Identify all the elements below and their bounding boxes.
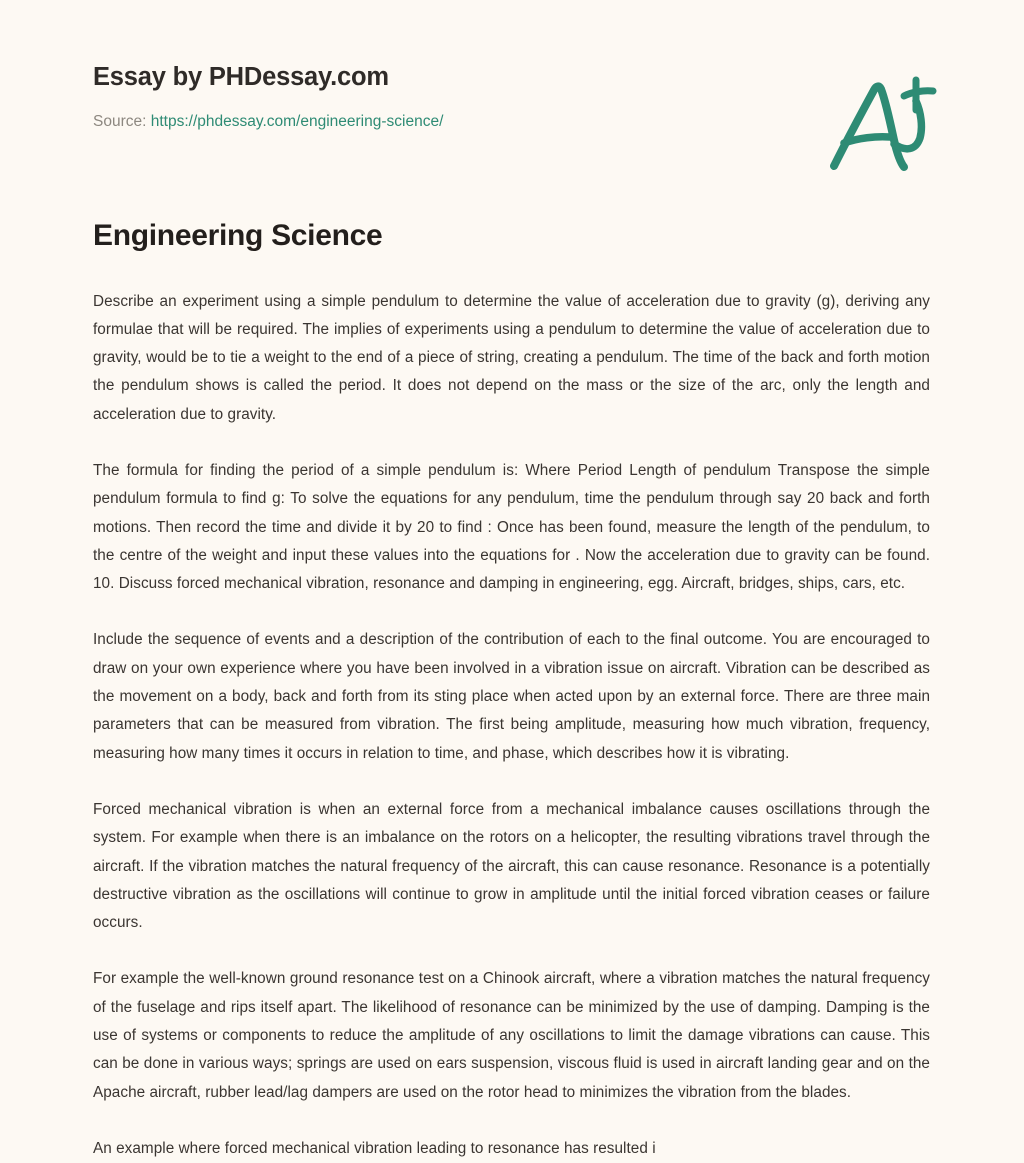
source-label: Source: xyxy=(93,113,146,130)
paragraph: Include the sequence of events and a description of the contribution of each to the final outcome. You are encouraged to draw on your own experience where you have been involved in a vibration issue on aircraft. Vibration can be described as the movement on a body, back and forth from its sting place when acted upon by an external force. There are three main parameters that can be measured from vibration. The first being amplitude, measuring how much vibration, frequency, measuring how many times it occurs in relation to time, and phase, which describes how it is vibrating. xyxy=(93,626,930,767)
article-body xyxy=(93,288,930,1163)
a-plus-logo xyxy=(824,70,944,178)
source-line xyxy=(93,112,443,132)
brand-title: Essay by PHDessay.com xyxy=(93,62,443,93)
page-title: Engineering Science xyxy=(93,217,930,255)
header-left-group xyxy=(93,62,443,132)
paragraph: For example the well-known ground resonance test on a Chinook aircraft, where a vibration matches the natural frequency of the fuselage and rips itself apart. The likelihood of resonance can be minimized by the use of damping. Damping is the use of systems or components to reduce the amplitude of any oscillations to limit the damage vibrations can cause. This can be done in various ways; springs are used on ears suspension, viscous fluid is used in aircraft landing gear and on the Apache aircraft, rubber lead/lag dampers are used on the rotor head to minimizes the vibration from the blades. xyxy=(93,965,930,1106)
source-url-link[interactable]: https://phdessay.com/engineering-science/ xyxy=(151,113,444,130)
paragraph: Forced mechanical vibration is when an external force from a mechanical imbalance causes oscillations through the system. For example when there is an imbalance on the rotors on a helicopter, the resulting vibrations travel through the aircraft. If the vibration matches the natural frequency of the aircraft, this can cause resonance. Resonance is a potentially destructive vibration as the oscillations will continue to grow in amplitude until the initial forced vibration ceases or failure occurs. xyxy=(93,796,930,937)
paragraph-truncated: An example where forced mechanical vibration leading to resonance has resulted i xyxy=(93,1135,930,1163)
article-container xyxy=(0,217,1024,1163)
paragraph: Describe an experiment using a simple pendulum to determine the value of acceleration due to gravity (g), deriving any formulae that will be required. The implies of experiments using a pendulum to determine the value of acceleration due to gravity, would be to tie a weight to the end of a piece of string, creating a pendulum. The time of the back and forth motion the pendulum shows is called the period. It does not depend on the mass or the size of the arc, only the length and acceleration due to gravity. xyxy=(93,288,930,429)
paragraph: The formula for finding the period of a simple pendulum is: Where Period Length of pendulum Transpose the simple pendulum formula to find g: To solve the equations for any pendulum, time the pendulum through say 20 back and forth motions. Then record the time and divide it by 20 to find : Once has been found, measure the length of the pendulum, to the centre of the weight and input these values into the equations for . Now the acceleration due to gravity can be found. 10. Discuss forced mechanical vibration, resonance and damping in engineering, egg. Aircraft, bridges, ships, cars, etc. xyxy=(93,457,930,598)
page-header xyxy=(0,0,1024,178)
